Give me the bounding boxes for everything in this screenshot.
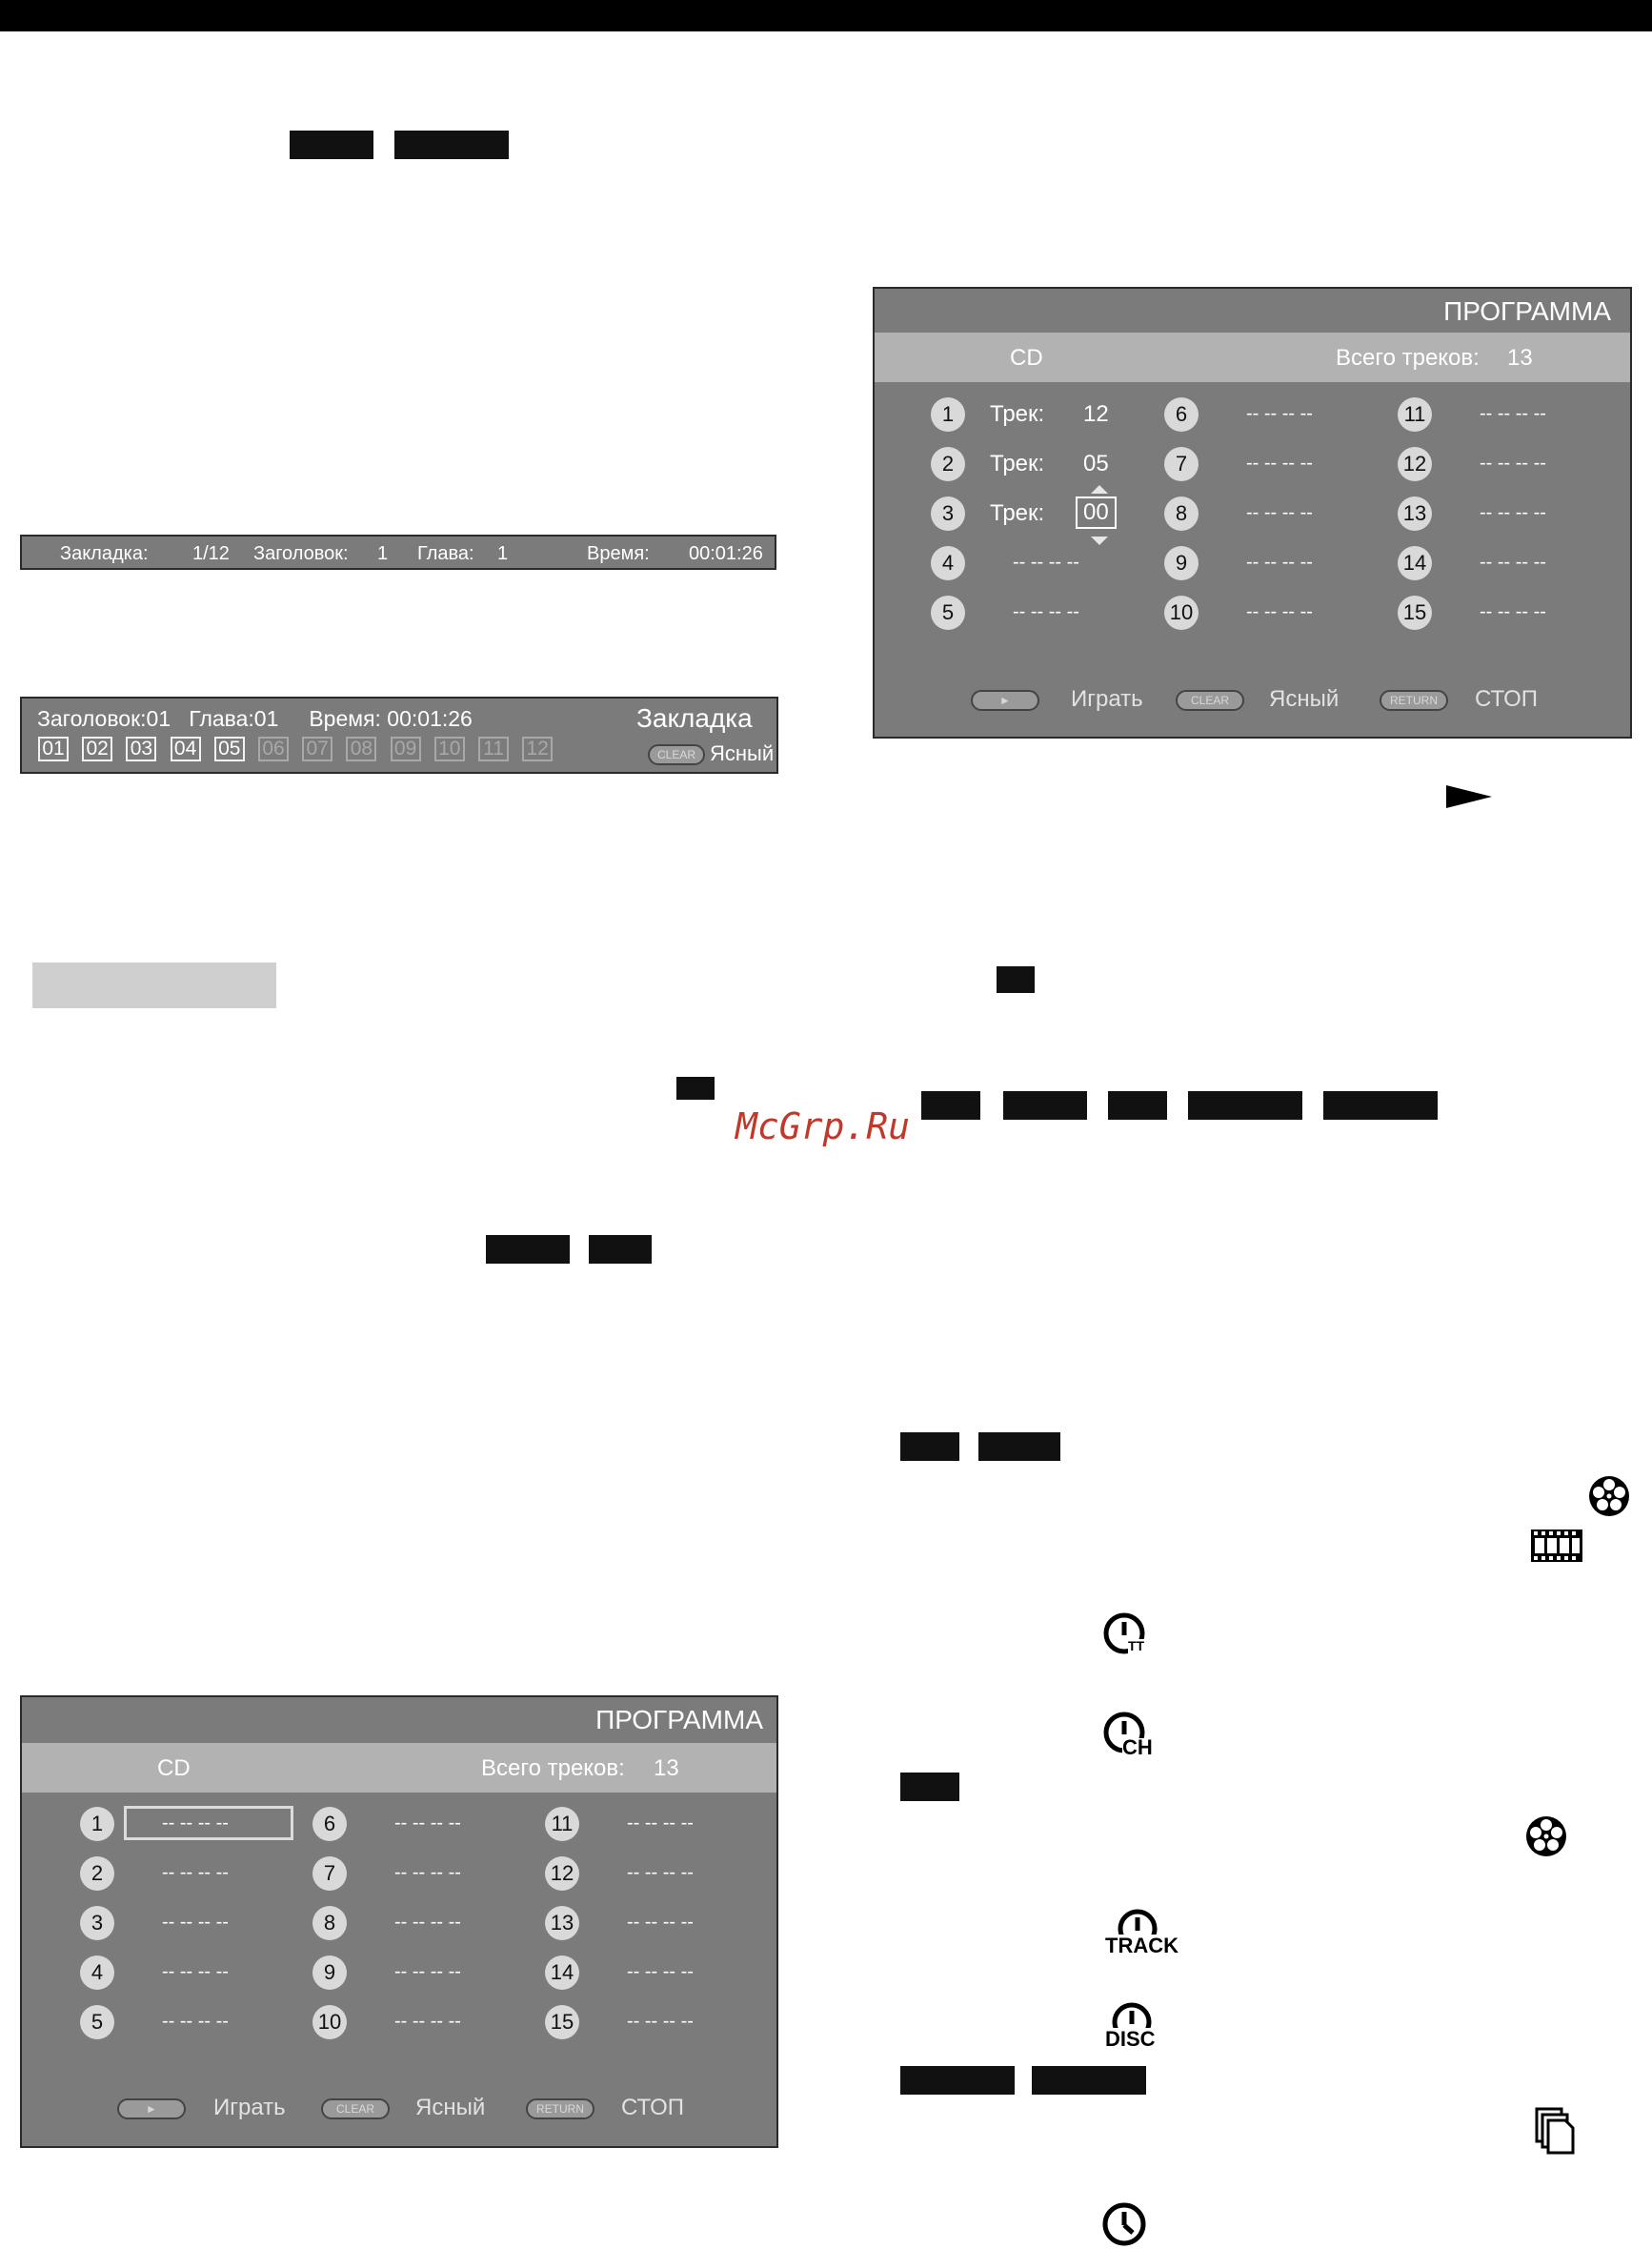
disc-reel-icon <box>1524 1814 1568 1858</box>
slot-number: 3 <box>80 1906 114 1940</box>
program-source: CD <box>157 1755 191 1781</box>
slot-number: 14 <box>1398 546 1432 580</box>
value-down-arrow-icon[interactable] <box>1091 537 1108 545</box>
bookmark-item[interactable]: 09 <box>391 737 421 761</box>
play-key[interactable]: ► <box>117 2098 186 2119</box>
slot-empty: -- -- -- -- <box>1013 601 1079 622</box>
label-block <box>900 1432 959 1461</box>
bookmark-item[interactable]: 03 <box>126 737 156 761</box>
slot-empty: -- -- -- -- <box>1480 601 1546 622</box>
bookmark-item[interactable]: 05 <box>214 737 245 761</box>
slot-number: 6 <box>312 1807 347 1841</box>
bookmark-item[interactable]: 12 <box>522 737 553 761</box>
slot-number: 15 <box>545 2005 579 2039</box>
label-block <box>394 131 509 159</box>
label-block <box>921 1091 980 1120</box>
program-subheader <box>875 333 1630 382</box>
bookmark-value: 1/12 <box>192 543 230 564</box>
slot-empty: -- -- -- -- <box>1013 552 1079 573</box>
bookmark-item[interactable]: 02 <box>82 737 112 761</box>
bookmark-item[interactable]: 06 <box>258 737 289 761</box>
slot-empty: -- -- -- -- <box>627 2011 694 2032</box>
ch-text: CH <box>1122 1735 1153 1759</box>
slot-number: 3 <box>931 496 965 531</box>
clear-key[interactable]: CLEAR <box>1176 690 1244 711</box>
title-time-icon <box>1101 1611 1153 1660</box>
label-block <box>900 1773 959 1801</box>
track-value: 12 <box>1083 401 1109 427</box>
slot-empty: -- -- -- -- <box>394 1912 461 1933</box>
slot-empty: -- -- -- -- <box>394 2011 461 2032</box>
slot-number: 10 <box>312 2005 347 2039</box>
disc-text: DISC <box>1105 2027 1156 2051</box>
slot-empty: -- -- -- -- <box>162 1961 229 1982</box>
label-block <box>1032 2066 1146 2095</box>
slot-empty: -- -- -- -- <box>1246 502 1313 523</box>
bookmark-item[interactable]: 11 <box>478 737 509 761</box>
time-value: 00:01:26 <box>689 543 763 564</box>
label-block <box>1188 1091 1302 1120</box>
slot-empty: -- -- -- -- <box>627 1961 694 1982</box>
track-value[interactable]: 00 <box>1076 496 1117 529</box>
slot-empty: -- -- -- -- <box>394 1862 461 1883</box>
slot-number: 5 <box>80 2005 114 2039</box>
clock-icon <box>1101 2201 1149 2247</box>
program-header <box>22 1697 776 1743</box>
chapter-label: Глава: <box>417 543 474 564</box>
slot-number: 8 <box>1164 496 1199 531</box>
label-block <box>589 1235 652 1264</box>
clear-key[interactable]: CLEAR <box>648 744 705 765</box>
slot-number: 2 <box>80 1856 114 1891</box>
label-block <box>997 966 1035 993</box>
slot-empty: -- -- -- -- <box>1480 552 1546 573</box>
track-text: TRACK <box>1105 1934 1179 1957</box>
slot-empty: -- -- -- -- <box>1480 502 1546 523</box>
play-label: Играть <box>1071 686 1143 712</box>
play-arrow-icon <box>1444 783 1494 810</box>
time-label: Время: <box>587 543 650 564</box>
label-block <box>290 131 373 159</box>
value-up-arrow-icon[interactable] <box>1091 485 1108 494</box>
label-block <box>978 1432 1060 1461</box>
slot-number: 14 <box>545 1955 579 1990</box>
return-label: СТОП <box>621 2095 685 2120</box>
page-top-bar <box>0 0 1652 31</box>
total-tracks-value: 13 <box>1507 345 1533 371</box>
pages-icon <box>1534 2106 1576 2156</box>
total-tracks-value: 13 <box>654 1755 679 1781</box>
label-block <box>1003 1091 1087 1120</box>
return-key[interactable]: RETURN <box>526 2098 594 2119</box>
total-tracks-label: Всего треков: <box>481 1755 625 1781</box>
label-block <box>900 2066 1015 2095</box>
chapter-time-icon <box>1101 1710 1158 1761</box>
slot-empty: -- -- -- -- <box>627 1912 694 1933</box>
slot-number: 9 <box>1164 546 1199 580</box>
slot-empty: -- -- -- -- <box>1246 453 1313 474</box>
slot-number: 7 <box>1164 447 1199 481</box>
slot-number: 6 <box>1164 397 1199 432</box>
slot-number: 5 <box>931 596 965 630</box>
program-panel-top <box>873 287 1632 739</box>
track-label: Трек: <box>990 401 1045 427</box>
label-block <box>486 1235 570 1264</box>
program-title: ПРОГРАММА <box>1443 296 1611 326</box>
slot-number: 4 <box>80 1955 114 1990</box>
play-key[interactable]: ► <box>971 690 1039 711</box>
program-title: ПРОГРАММА <box>595 1705 763 1734</box>
slot-empty: -- -- -- -- <box>162 1912 229 1933</box>
bookmark-heading: Закладка <box>636 703 753 733</box>
bookmark-item[interactable]: 04 <box>171 737 201 761</box>
play-label: Играть <box>213 2095 286 2120</box>
label-block <box>676 1077 715 1100</box>
label-block <box>1323 1091 1438 1120</box>
track-label: Трек: <box>990 500 1045 526</box>
slot-selection-box[interactable] <box>124 1806 293 1840</box>
slot-empty: -- -- -- -- <box>394 1813 461 1834</box>
slot-empty: -- -- -- -- <box>1246 552 1313 573</box>
slot-number: 1 <box>931 397 965 432</box>
program-subheader <box>22 1743 776 1793</box>
slot-number: 2 <box>931 447 965 481</box>
disc-reel-icon <box>1587 1474 1631 1518</box>
slot-number: 10 <box>1164 596 1199 630</box>
slot-number: 13 <box>545 1906 579 1940</box>
program-header <box>875 289 1630 333</box>
film-strip-icon <box>1530 1529 1583 1563</box>
total-tracks-label: Всего треков: <box>1336 345 1480 371</box>
slot-empty: -- -- -- -- <box>1480 453 1546 474</box>
track-value: 05 <box>1083 451 1109 476</box>
slot-number: 11 <box>1398 397 1432 432</box>
program-panel-bottom <box>20 1695 778 2148</box>
section-heading-bar <box>32 962 276 1008</box>
slot-empty: -- -- -- -- <box>627 1862 694 1883</box>
disc-time-icon <box>1103 2001 1162 2053</box>
track-time-icon <box>1103 1908 1179 1959</box>
bookmark-info: Заголовок:01 Глава:01 Время: 00:01:26 <box>37 706 473 731</box>
chapter-value: 1 <box>497 543 509 564</box>
bookmark-item[interactable]: 08 <box>346 737 376 761</box>
slot-empty: -- -- -- -- <box>1480 403 1546 424</box>
bookmark-item[interactable]: 01 <box>38 737 69 761</box>
clear-label: Ясный <box>1269 686 1340 712</box>
bookmark-panel <box>20 697 778 774</box>
title-label: Заголовок: <box>253 543 349 564</box>
clear-label: Ясный <box>710 741 775 765</box>
slot-number: 8 <box>312 1906 347 1940</box>
slot-number: 4 <box>931 546 965 580</box>
bookmark-item[interactable]: 10 <box>434 737 465 761</box>
slot-empty[interactable]: -- -- -- -- <box>162 1813 229 1834</box>
label-block <box>1108 1091 1167 1120</box>
slot-empty: -- -- -- -- <box>162 1862 229 1883</box>
slot-number: 7 <box>312 1856 347 1891</box>
slot-number: 13 <box>1398 496 1432 531</box>
bookmark-label: Закладка: <box>60 543 149 564</box>
watermark: McGrp.Ru <box>735 1105 911 1147</box>
slot-number: 12 <box>1398 447 1432 481</box>
slot-number: 11 <box>545 1807 579 1841</box>
bookmark-item[interactable]: 07 <box>302 737 332 761</box>
tt-text: TT <box>1128 1638 1145 1653</box>
title-value: 1 <box>377 543 389 564</box>
slot-number: 1 <box>80 1807 114 1841</box>
slot-empty: -- -- -- -- <box>627 1813 694 1834</box>
slot-empty: -- -- -- -- <box>1246 601 1313 622</box>
slot-empty: -- -- -- -- <box>162 2011 229 2032</box>
slot-number: 15 <box>1398 596 1432 630</box>
program-source: CD <box>1010 345 1043 371</box>
slot-number: 9 <box>312 1955 347 1990</box>
slot-empty: -- -- -- -- <box>1246 403 1313 424</box>
track-label: Трек: <box>990 451 1045 476</box>
clear-key[interactable]: CLEAR <box>321 2098 390 2119</box>
slot-empty: -- -- -- -- <box>394 1961 461 1982</box>
bookmark-info-bar <box>20 535 776 570</box>
slot-number: 12 <box>545 1856 579 1891</box>
clear-label: Ясный <box>415 2095 486 2120</box>
return-key[interactable]: RETURN <box>1380 690 1448 711</box>
return-label: СТОП <box>1475 686 1539 712</box>
